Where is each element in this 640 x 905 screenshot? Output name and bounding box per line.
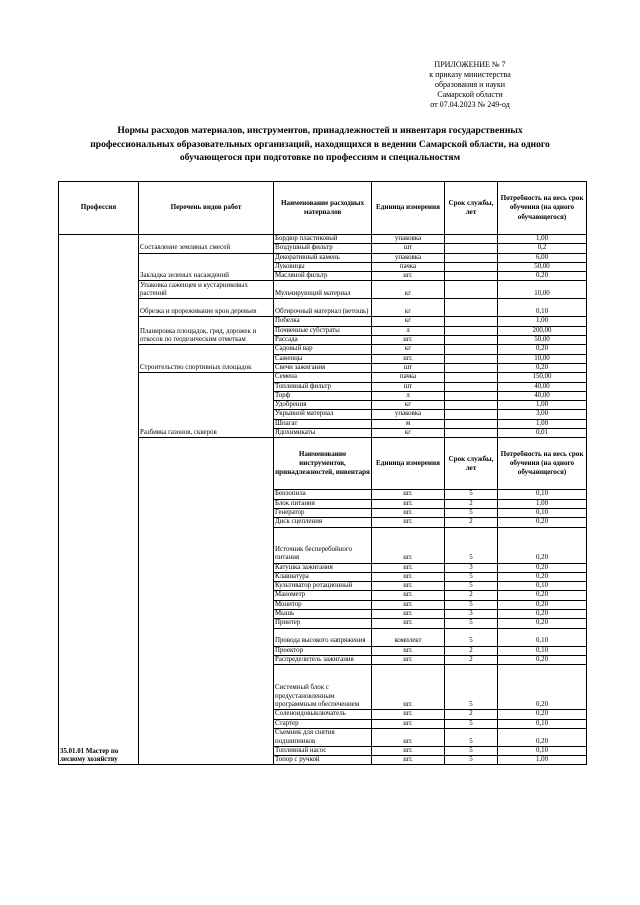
material-need: 0,20 — [498, 272, 587, 281]
tool-unit: шт. — [372, 582, 445, 591]
work-type-cell: Планировка площадок, гряд, дорожек и откосов по геодезическим отметкам — [139, 317, 274, 345]
table-header-row — [59, 182, 587, 235]
material-need: 1,00 — [498, 235, 587, 244]
material-term — [445, 281, 498, 299]
tool-name: Манометр — [274, 591, 372, 600]
tool-term: 2 — [445, 710, 498, 719]
header-need: Потребность на весь срок обучения (на одного обучающегося) — [498, 182, 587, 235]
tool-name: Принтер — [274, 619, 372, 628]
table-body — [59, 235, 587, 765]
material-term — [445, 336, 498, 345]
material-unit: кг — [372, 429, 445, 438]
work-type-cell: Разбивка газонов, скверов — [139, 373, 274, 438]
appendix-block — [380, 60, 560, 110]
tool-name: Проектор — [274, 646, 372, 655]
material-term — [445, 235, 498, 244]
tool-term: 5 — [445, 508, 498, 517]
tool-unit: шт. — [372, 610, 445, 619]
material-name: Побелка — [274, 317, 372, 326]
tool-unit: шт. — [372, 591, 445, 600]
tool-name: Мышь — [274, 610, 372, 619]
tool-unit: шт. — [372, 490, 445, 499]
tool-need: 0,20 — [498, 563, 587, 572]
material-name: Ядохимикаты — [274, 429, 372, 438]
tool-unit: шт. — [372, 563, 445, 572]
material-name: Шпагат — [274, 419, 372, 428]
tool-unit: шт. — [372, 600, 445, 609]
tool-need: 0,20 — [498, 610, 587, 619]
tool-need: 1,00 — [498, 756, 587, 765]
tool-name: Топор с ручкой — [274, 756, 372, 765]
material-term — [445, 373, 498, 382]
tool-need: 0,20 — [498, 619, 587, 628]
material-need: 0,2 — [498, 244, 587, 253]
tools-header-row — [59, 438, 587, 490]
work-type-cell: Обрезка и прореживание крон деревьев — [139, 299, 274, 317]
tool-term: 3 — [445, 610, 498, 619]
tool-need: 0,20 — [498, 591, 587, 600]
material-term — [445, 363, 498, 372]
tool-unit: шт. — [372, 728, 445, 746]
tool-term: 5 — [445, 746, 498, 755]
header-works: Перечень видов работ — [139, 182, 274, 235]
tool-name: Блок питания — [274, 499, 372, 508]
material-name: Укрывной материал — [274, 410, 372, 419]
material-unit: шт. — [372, 336, 445, 345]
tool-unit: шт. — [372, 665, 445, 710]
tool-need: 0,10 — [498, 719, 587, 728]
tool-need: 0,20 — [498, 728, 587, 746]
tool-unit: шт. — [372, 499, 445, 508]
tool-need: 0,20 — [498, 518, 587, 527]
material-unit: пачка — [372, 373, 445, 382]
tool-name: Диск сцепления — [274, 518, 372, 527]
material-unit: шт. — [372, 354, 445, 363]
material-need: 50,00 — [498, 336, 587, 345]
material-need: 0,20 — [498, 345, 587, 354]
tool-name: Распределитель зажигания — [274, 655, 372, 664]
tool-name: Генератор — [274, 508, 372, 517]
tool-unit: шт. — [372, 572, 445, 581]
material-term — [445, 419, 498, 428]
tool-term: 5 — [445, 728, 498, 746]
tool-unit: шт. — [372, 646, 445, 655]
tool-term: 5 — [445, 600, 498, 609]
tool-need: 0,20 — [498, 665, 587, 710]
tool-name: Клавиатура — [274, 572, 372, 581]
material-need: 10,00 — [498, 281, 587, 299]
tool-name: Съемник для снятия подшипников — [274, 728, 372, 746]
tool-name: Катушка зажигания — [274, 563, 372, 572]
tool-term: 5 — [445, 582, 498, 591]
material-unit: л — [372, 391, 445, 400]
tool-need: 0,20 — [498, 527, 587, 563]
material-name: Садовый вар — [274, 345, 372, 354]
material-name: Луковицы — [274, 262, 372, 271]
material-unit: шт — [372, 382, 445, 391]
tool-term: 5 — [445, 665, 498, 710]
material-need: 6,00 — [498, 253, 587, 262]
table-row — [59, 281, 587, 299]
tool-name: Культиватор ротационный — [274, 582, 372, 591]
material-need: 3,00 — [498, 410, 587, 419]
material-term — [445, 410, 498, 419]
material-term — [445, 244, 498, 253]
tool-name: Системный блок с предустановленным программным обеспечением — [274, 665, 372, 710]
tool-unit: шт. — [372, 746, 445, 755]
title-line: профессиональных образовательных организаций, находящихся в ведении Самарской области, на одного — [90, 138, 550, 150]
tool-term: 5 — [445, 572, 498, 581]
table-row — [59, 299, 587, 317]
material-name: Саженцы — [274, 354, 372, 363]
table-row — [59, 253, 587, 262]
material-term — [445, 326, 498, 335]
tool-name: Источник бесперебойного питания — [274, 527, 372, 563]
tool-term: 5 — [445, 619, 498, 628]
tool-term: 2 — [445, 518, 498, 527]
material-name: Воздушный фильтр — [274, 244, 372, 253]
material-need: 1,00 — [498, 317, 587, 326]
material-unit: кг — [372, 299, 445, 317]
tool-unit: комплект — [372, 628, 445, 646]
work-type-cell: Составление земляных смесей — [139, 235, 274, 254]
tool-need: 0,20 — [498, 655, 587, 664]
material-name: Бордюр пластиковый — [274, 235, 372, 244]
tool-name: Топливный насос — [274, 746, 372, 755]
work-type-cell: Строительство спортивных площадок — [139, 345, 274, 373]
appendix-line: образования и науки — [434, 80, 506, 89]
material-need: 0,01 — [498, 429, 587, 438]
tools-header-need: Потребность на весь срок обучения (на одного обучающегося) — [498, 438, 587, 490]
tool-unit: шт. — [372, 719, 445, 728]
material-unit: кг — [372, 317, 445, 326]
works-empty-cell — [139, 438, 274, 765]
header-profession: Профессия — [59, 182, 139, 235]
tool-unit: шт. — [372, 518, 445, 527]
material-unit: шт — [372, 363, 445, 372]
material-term — [445, 382, 498, 391]
material-term — [445, 429, 498, 438]
document-title — [60, 124, 580, 165]
table-row — [59, 373, 587, 382]
material-need: 50,00 — [498, 262, 587, 271]
tool-term: 5 — [445, 628, 498, 646]
material-unit: кг — [372, 401, 445, 410]
tool-unit: шт. — [372, 508, 445, 517]
table-row — [59, 317, 587, 326]
material-name: Обтирочный материал (ветошь) — [274, 299, 372, 317]
tool-need: 1,00 — [498, 499, 587, 508]
material-name: Почвенные субстраты — [274, 326, 372, 335]
profession-cell: 35.01.01 Мастер по лесному хозяйству — [59, 235, 139, 765]
material-term — [445, 345, 498, 354]
tool-term: 2 — [445, 646, 498, 655]
tool-name: Провода высокого напряжения — [274, 628, 372, 646]
material-name: Масляной фильтр — [274, 272, 372, 281]
tool-name: Стартер — [274, 719, 372, 728]
tool-term: 2 — [445, 591, 498, 600]
material-need: 40,00 — [498, 391, 587, 400]
material-need: 0,10 — [498, 299, 587, 317]
material-name: Семена — [274, 373, 372, 382]
material-need: 40,00 — [498, 382, 587, 391]
work-type-cell: Упаковка саженцев и кустарниковых растений — [139, 281, 274, 299]
material-unit: упаковка — [372, 235, 445, 244]
material-name: Рассада — [274, 336, 372, 345]
material-name: Торф — [274, 391, 372, 400]
material-need: 1,00 — [498, 401, 587, 410]
tool-unit: шт. — [372, 655, 445, 664]
material-term — [445, 272, 498, 281]
tools-header-unit: Единица измерения — [372, 438, 445, 490]
material-term — [445, 317, 498, 326]
material-unit: упаковка — [372, 253, 445, 262]
work-type-cell: Закладка зеленых насаждений — [139, 253, 274, 281]
tool-term: 2 — [445, 499, 498, 508]
tool-need: 0,10 — [498, 746, 587, 755]
tool-need: 0,20 — [498, 572, 587, 581]
table-row — [59, 345, 587, 354]
material-need: 150,00 — [498, 373, 587, 382]
tool-name: Бензопила — [274, 490, 372, 499]
material-need: 1,00 — [498, 419, 587, 428]
title-line: Нормы расходов материалов, инструментов, принадлежностей и инвентаря государственных — [117, 125, 523, 136]
material-term — [445, 262, 498, 271]
tools-header-term: Срок службы, лет — [445, 438, 498, 490]
header-unit: Единица измерения — [372, 182, 445, 235]
material-need: 0,20 — [498, 363, 587, 372]
material-name: Свечи зажигания — [274, 363, 372, 372]
material-term — [445, 401, 498, 410]
tool-term: 5 — [445, 756, 498, 765]
tool-need: 0,10 — [498, 628, 587, 646]
tool-need: 0,10 — [498, 582, 587, 591]
tool-unit: шт. — [372, 710, 445, 719]
material-term — [445, 253, 498, 262]
appendix-line: к приказу министерства — [429, 70, 511, 79]
material-unit: кг — [372, 281, 445, 299]
material-term — [445, 391, 498, 400]
tool-need: 0,20 — [498, 710, 587, 719]
tool-unit: шт. — [372, 756, 445, 765]
material-name: Декоративный камень — [274, 253, 372, 262]
material-name: Мульчирующий материал — [274, 281, 372, 299]
tool-term: 3 — [445, 563, 498, 572]
material-need: 10,00 — [498, 354, 587, 363]
tool-term: 5 — [445, 490, 498, 499]
material-term — [445, 299, 498, 317]
material-unit: м — [372, 419, 445, 428]
material-term — [445, 354, 498, 363]
material-name: Удобрения — [274, 401, 372, 410]
material-unit: пачка — [372, 262, 445, 271]
material-name: Топливный фильтр — [274, 382, 372, 391]
appendix-line: Самарской области — [437, 90, 503, 99]
tool-term: 5 — [445, 719, 498, 728]
material-need: 200,00 — [498, 326, 587, 335]
header-term: Срок службы, лет — [445, 182, 498, 235]
material-unit: шт. — [372, 272, 445, 281]
material-unit: шт — [372, 244, 445, 253]
tool-need: 0,10 — [498, 646, 587, 655]
material-unit: кг — [372, 345, 445, 354]
tools-header-name: Наименование инструментов, принадлежностей, инвентаря — [274, 438, 372, 490]
tool-need: 0,10 — [498, 490, 587, 499]
appendix-line: от 07.04.2023 № 249-од — [430, 100, 510, 109]
title-line: обучающегося при подготовке по профессиям и специальностям — [179, 152, 461, 163]
table-row — [59, 235, 587, 244]
tool-name: Монитор — [274, 600, 372, 609]
tool-unit: шт. — [372, 527, 445, 563]
header-materials: Наименование расходных материалов — [274, 182, 372, 235]
norms-table — [58, 181, 587, 765]
tool-need: 0,10 — [498, 508, 587, 517]
material-unit: л — [372, 326, 445, 335]
tool-unit: шт. — [372, 619, 445, 628]
material-unit: упаковка — [372, 410, 445, 419]
tool-need: 0,20 — [498, 600, 587, 609]
tool-term: 2 — [445, 655, 498, 664]
tool-name: Соленоидовыключатель — [274, 710, 372, 719]
appendix-line: ПРИЛОЖЕНИЕ № 7 — [434, 60, 506, 69]
tool-term: 5 — [445, 527, 498, 563]
